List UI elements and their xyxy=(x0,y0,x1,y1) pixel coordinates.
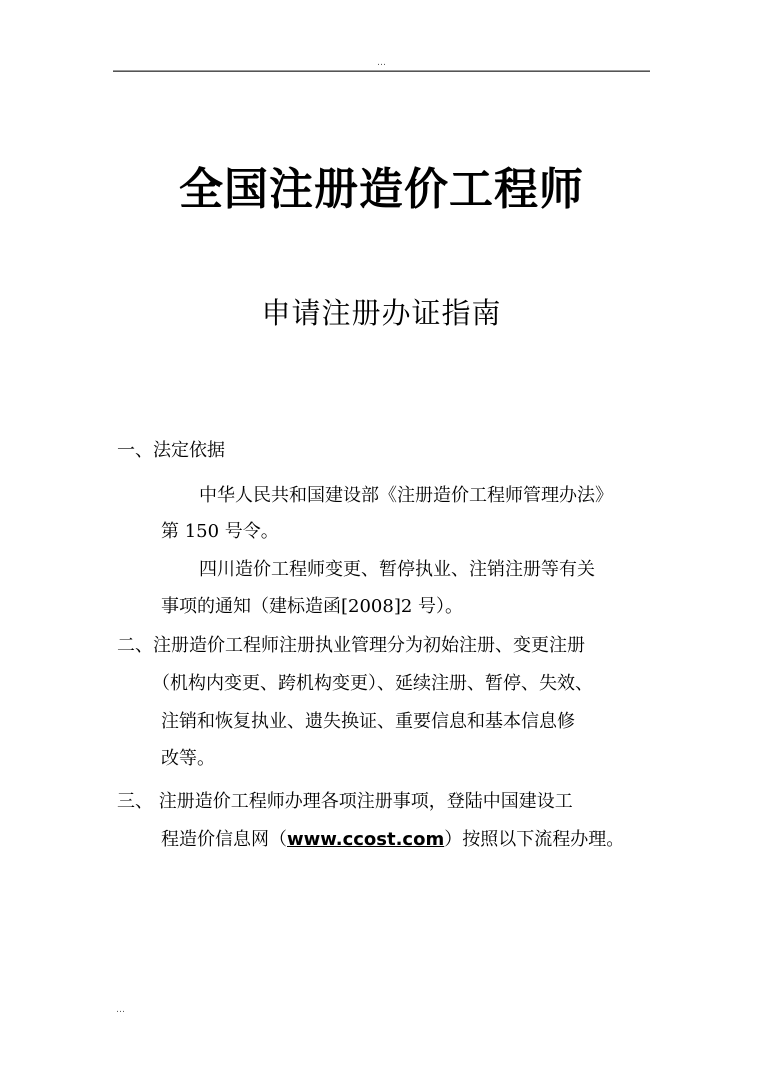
section-2-line-3: 注销和恢复执业、遗失换证、重要信息和基本信息修 xyxy=(161,711,575,732)
document-title: 全国注册造价工程师 xyxy=(179,164,584,215)
section-3-line-2 xyxy=(161,828,624,852)
section-1-heading: 一、法定依据 xyxy=(117,440,225,461)
document-subtitle: 申请注册办证指南 xyxy=(261,296,502,330)
section-1-line-3: 四川造价工程师变更、暂停执业、注销注册等有关 xyxy=(199,559,595,580)
section-1-line-1: 中华人民共和国建设部《注册造价工程师管理办法》 xyxy=(199,485,613,506)
page-header-marker: … xyxy=(377,58,386,68)
section-2-line-4: 改等。 xyxy=(161,748,215,769)
ccost-website-link[interactable]: www.ccost.com xyxy=(287,829,445,850)
section-3-text-before-link: 程造价信息网（ xyxy=(161,829,287,850)
header-divider xyxy=(113,70,650,72)
section-3-line-1: 三、 注册造价工程师办理各项注册事项，登陆中国建设工 xyxy=(117,791,573,812)
section-3-text-after-link: ）按照以下流程办理。 xyxy=(444,829,625,850)
section-2-line-1: 二、注册造价工程师注册执业管理分为初始注册、变更注册 xyxy=(117,635,585,656)
section-2-line-2: （机构内变更、跨机构变更）、延续注册、暂停、失效、 xyxy=(152,673,593,694)
section-1-line-2: 第 150 号令。 xyxy=(161,521,279,542)
section-1-line-4: 事项的通知（建标造函[2008]2 号）。 xyxy=(161,596,464,617)
page-footer-marker: … xyxy=(116,1005,125,1015)
